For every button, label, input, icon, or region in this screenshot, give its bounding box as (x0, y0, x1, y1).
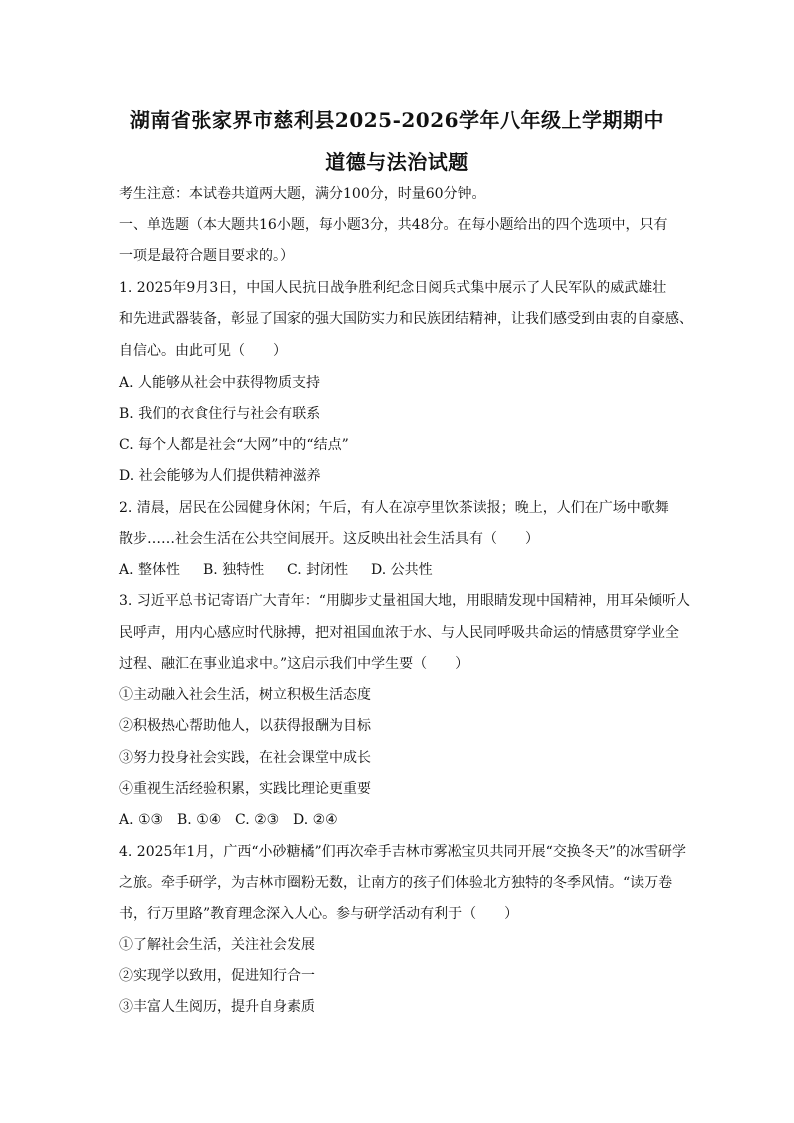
q2-option-d: D. 公共性 (371, 562, 433, 578)
q4-statement-1: ①了解社会生活，关注社会发展 (119, 937, 315, 953)
section-heading-line2: 一项是最符合题目要求的。） (119, 248, 294, 264)
q2-option-c: C. 封闭性 (287, 562, 349, 578)
q1-stem-line2: 和先进武器装备，彰显了国家的强大国防实力和民族团结精神，让我们感受到由衷的自豪感、 (119, 311, 693, 327)
q2-stem-line1: 2. 清晨，居民在公园健身休闲；午后，有人在凉亭里饮茶读报；晚上，人们在广场中歌舞 (119, 500, 669, 516)
q3-option-c: C. ②③ (235, 812, 280, 828)
section-heading-line1: 一、单选题（本大题共16小题，每小题3分，共48分。在每小题给出的四个选项中，只有 (119, 217, 668, 233)
q4-stem-line2: 之旅。牵手研学，为吉林市圈粉无数，让南方的孩子们体验北方独特的冬季风情。“读万卷 (119, 875, 673, 891)
q1-option-b: B. 我们的衣食住行与社会有联系 (119, 406, 321, 422)
q1-stem-line3: 自信心。由此可见（ ） (119, 343, 287, 359)
q3-stem-line1: 3. 习近平总书记寄语广大青年：“用脚步丈量祖国大地，用眼睛发现中国精神，用耳朵倾听人 (119, 593, 690, 609)
q4-statement-2: ②实现学以致用，促进知行合一 (119, 968, 315, 984)
q4-stem-line3: 书，行万里路”教育理念深入人心。参与研学活动有利于（ ） (119, 906, 519, 922)
q3-option-a: A. ①③ (119, 812, 164, 828)
q3-stem-line3: 过程、融汇在事业追求中。”这启示我们中学生要（ ） (119, 656, 470, 672)
q3-stem-line2: 民呼声，用内心感应时代脉搏，把对祖国血浓于水、与人民同呼吸共命运的情感贯穿学业全 (119, 625, 679, 641)
q1-option-c: C. 每个人都是社会“大网”中的“结点” (119, 437, 349, 453)
q2-stem-line2: 散步……社会生活在公共空间展开。这反映出社会生活具有（ ） (119, 531, 539, 547)
q2-options (119, 561, 679, 579)
q2-option-a: A. 整体性 (119, 562, 181, 578)
q1-stem-line1: 1. 2025年9月3日，中国人民抗日战争胜利纪念日阅兵式集中展示了人民军队的威武雄壮 (119, 280, 667, 296)
q3-option-b: B. ①④ (177, 812, 222, 828)
q4-stem-line1: 4. 2025年1月，广西“小砂糖橘”们再次牵手吉林市雾凇宝贝共同开展“交换冬天”的冰雪研学 (119, 844, 686, 860)
q3-statement-1: ①主动融入社会生活，树立积极生活态度 (119, 687, 371, 703)
exam-notice: 考生注意：本试卷共道两大题，满分100分，时量60分钟。 (119, 186, 486, 202)
q1-option-d: D. 社会能够为人们提供精神滋养 (119, 468, 321, 484)
q3-option-d: D. ②④ (293, 812, 338, 828)
q2-option-b: B. 独特性 (203, 562, 265, 578)
q4-statement-3: ③丰富人生阅历，提升自身素质 (119, 999, 315, 1015)
q1-option-a: A. 人能够从社会中获得物质支持 (119, 375, 321, 391)
page-subtitle: 道德与法治试题 (325, 150, 469, 174)
q3-options (119, 811, 679, 829)
q3-statement-2: ②积极热心帮助他人，以获得报酬为目标 (119, 718, 371, 734)
page-title: 湖南省张家界市慈利县2025-2026学年八年级上学期期中 (129, 108, 665, 132)
q3-statement-3: ③努力投身社会实践，在社会课堂中成长 (119, 750, 371, 766)
q3-statement-4: ④重视生活经验积累，实践比理论更重要 (119, 781, 371, 797)
